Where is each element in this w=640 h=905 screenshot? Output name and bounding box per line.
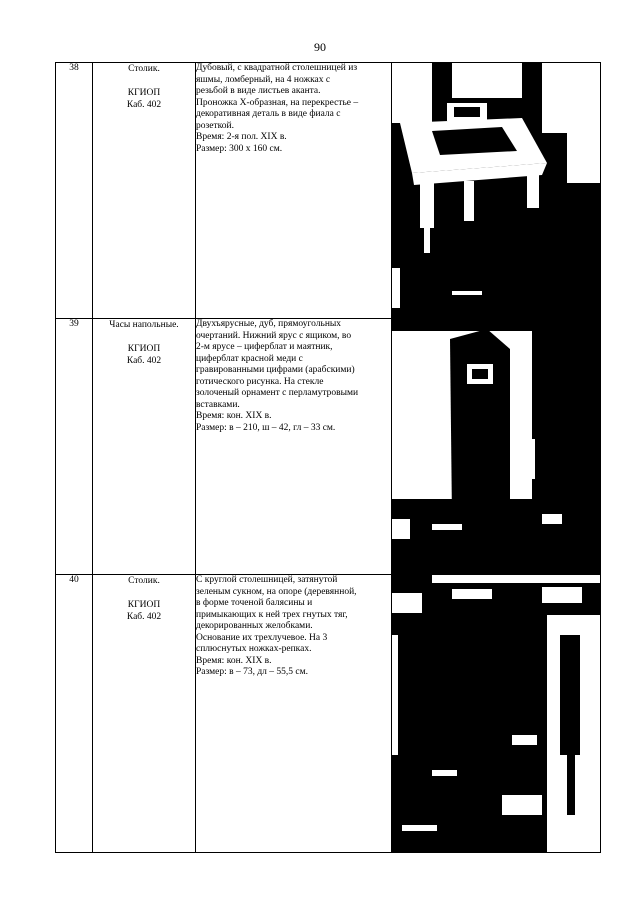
- description-line: Проножка Х-образная, на перекрестье –: [196, 97, 359, 108]
- description-line: сплюснутых ножках-репках.: [196, 644, 312, 654]
- item-number: 39: [56, 319, 93, 575]
- description-line: готического рисунка. На стекле: [196, 376, 324, 387]
- description-line: резьбой в виде листьев аканта.: [196, 86, 321, 96]
- item-name-cell: [93, 63, 196, 319]
- item-number: 40: [56, 575, 93, 853]
- table-row: [56, 575, 601, 853]
- description-line: Размер: 300 х 160 см.: [196, 143, 283, 154]
- item-photo-small-table: [392, 575, 600, 852]
- description-line: С круглой столешницей, затянутой: [196, 575, 338, 585]
- item-photo-table: [392, 63, 600, 318]
- description-line: Размер: в – 73, дл – 55,5 см.: [196, 667, 309, 677]
- description-line: в форме точеной балясины и: [196, 598, 313, 608]
- item-org: КГИОП: [127, 88, 161, 98]
- page-number: 90: [314, 40, 326, 54]
- item-name: Столик.: [128, 64, 160, 74]
- description-line: Дубовый, с квадратной столешницей из: [196, 63, 358, 73]
- item-org: КГИОП: [127, 344, 161, 354]
- item-org: КГИОП: [127, 600, 161, 610]
- item-room: Каб. 402: [126, 100, 162, 110]
- description-line: Размер: в – 210, ш – 42, гл – 33 см.: [196, 422, 336, 433]
- item-description: [196, 319, 392, 575]
- description-line: Время: кон. XIX в.: [196, 655, 272, 666]
- item-name-cell: [93, 575, 196, 853]
- description-line: зеленым сукном, на опоре (деревянной,: [196, 586, 357, 597]
- description-line: циферблат красной меди с: [196, 353, 303, 364]
- item-photo-cell: [392, 575, 601, 853]
- description-line: декоративная деталь в виде фиала с: [196, 109, 341, 119]
- item-description: [196, 575, 392, 853]
- description-line: очертаний. Нижний ярус с ящиком, во: [196, 330, 352, 341]
- table-row: [56, 319, 601, 575]
- description-line: Двухъярусные, дуб, прямоугольных: [196, 319, 342, 329]
- description-line: вставками.: [196, 399, 240, 410]
- item-name: Столик.: [128, 576, 160, 586]
- description-line: Время: 2-я пол. XIX в.: [196, 132, 287, 142]
- description-line: Время: кон. XIX в.: [196, 411, 272, 421]
- item-room: Каб. 402: [126, 356, 162, 366]
- table-row: [56, 63, 601, 319]
- description-line: розеткой.: [196, 120, 234, 131]
- item-photo-cell: [392, 63, 601, 319]
- item-photo-cell: [392, 319, 601, 575]
- description-line: золоченый орнамент с перламутровыми: [196, 388, 359, 398]
- item-description: [196, 63, 392, 319]
- description-line: декорированных желобками.: [196, 621, 313, 631]
- item-photo-clock: [392, 319, 600, 574]
- description-line: примыкающих к ней трех гнутых тяг,: [196, 609, 348, 620]
- item-name: Часы напольные.: [109, 320, 179, 330]
- item-number: 38: [56, 63, 93, 319]
- description-line: 2-м ярусе – циферблат и маятник,: [196, 342, 333, 352]
- item-room: Каб. 402: [126, 612, 162, 622]
- inventory-table: [55, 62, 601, 853]
- description-line: яшмы, ломберный, на 4 ножках с: [196, 74, 331, 85]
- description-line: гравированными цифрами (арабскими): [196, 365, 355, 375]
- description-line: Основание их трехлучевое. На 3: [196, 632, 328, 643]
- item-name-cell: [93, 319, 196, 575]
